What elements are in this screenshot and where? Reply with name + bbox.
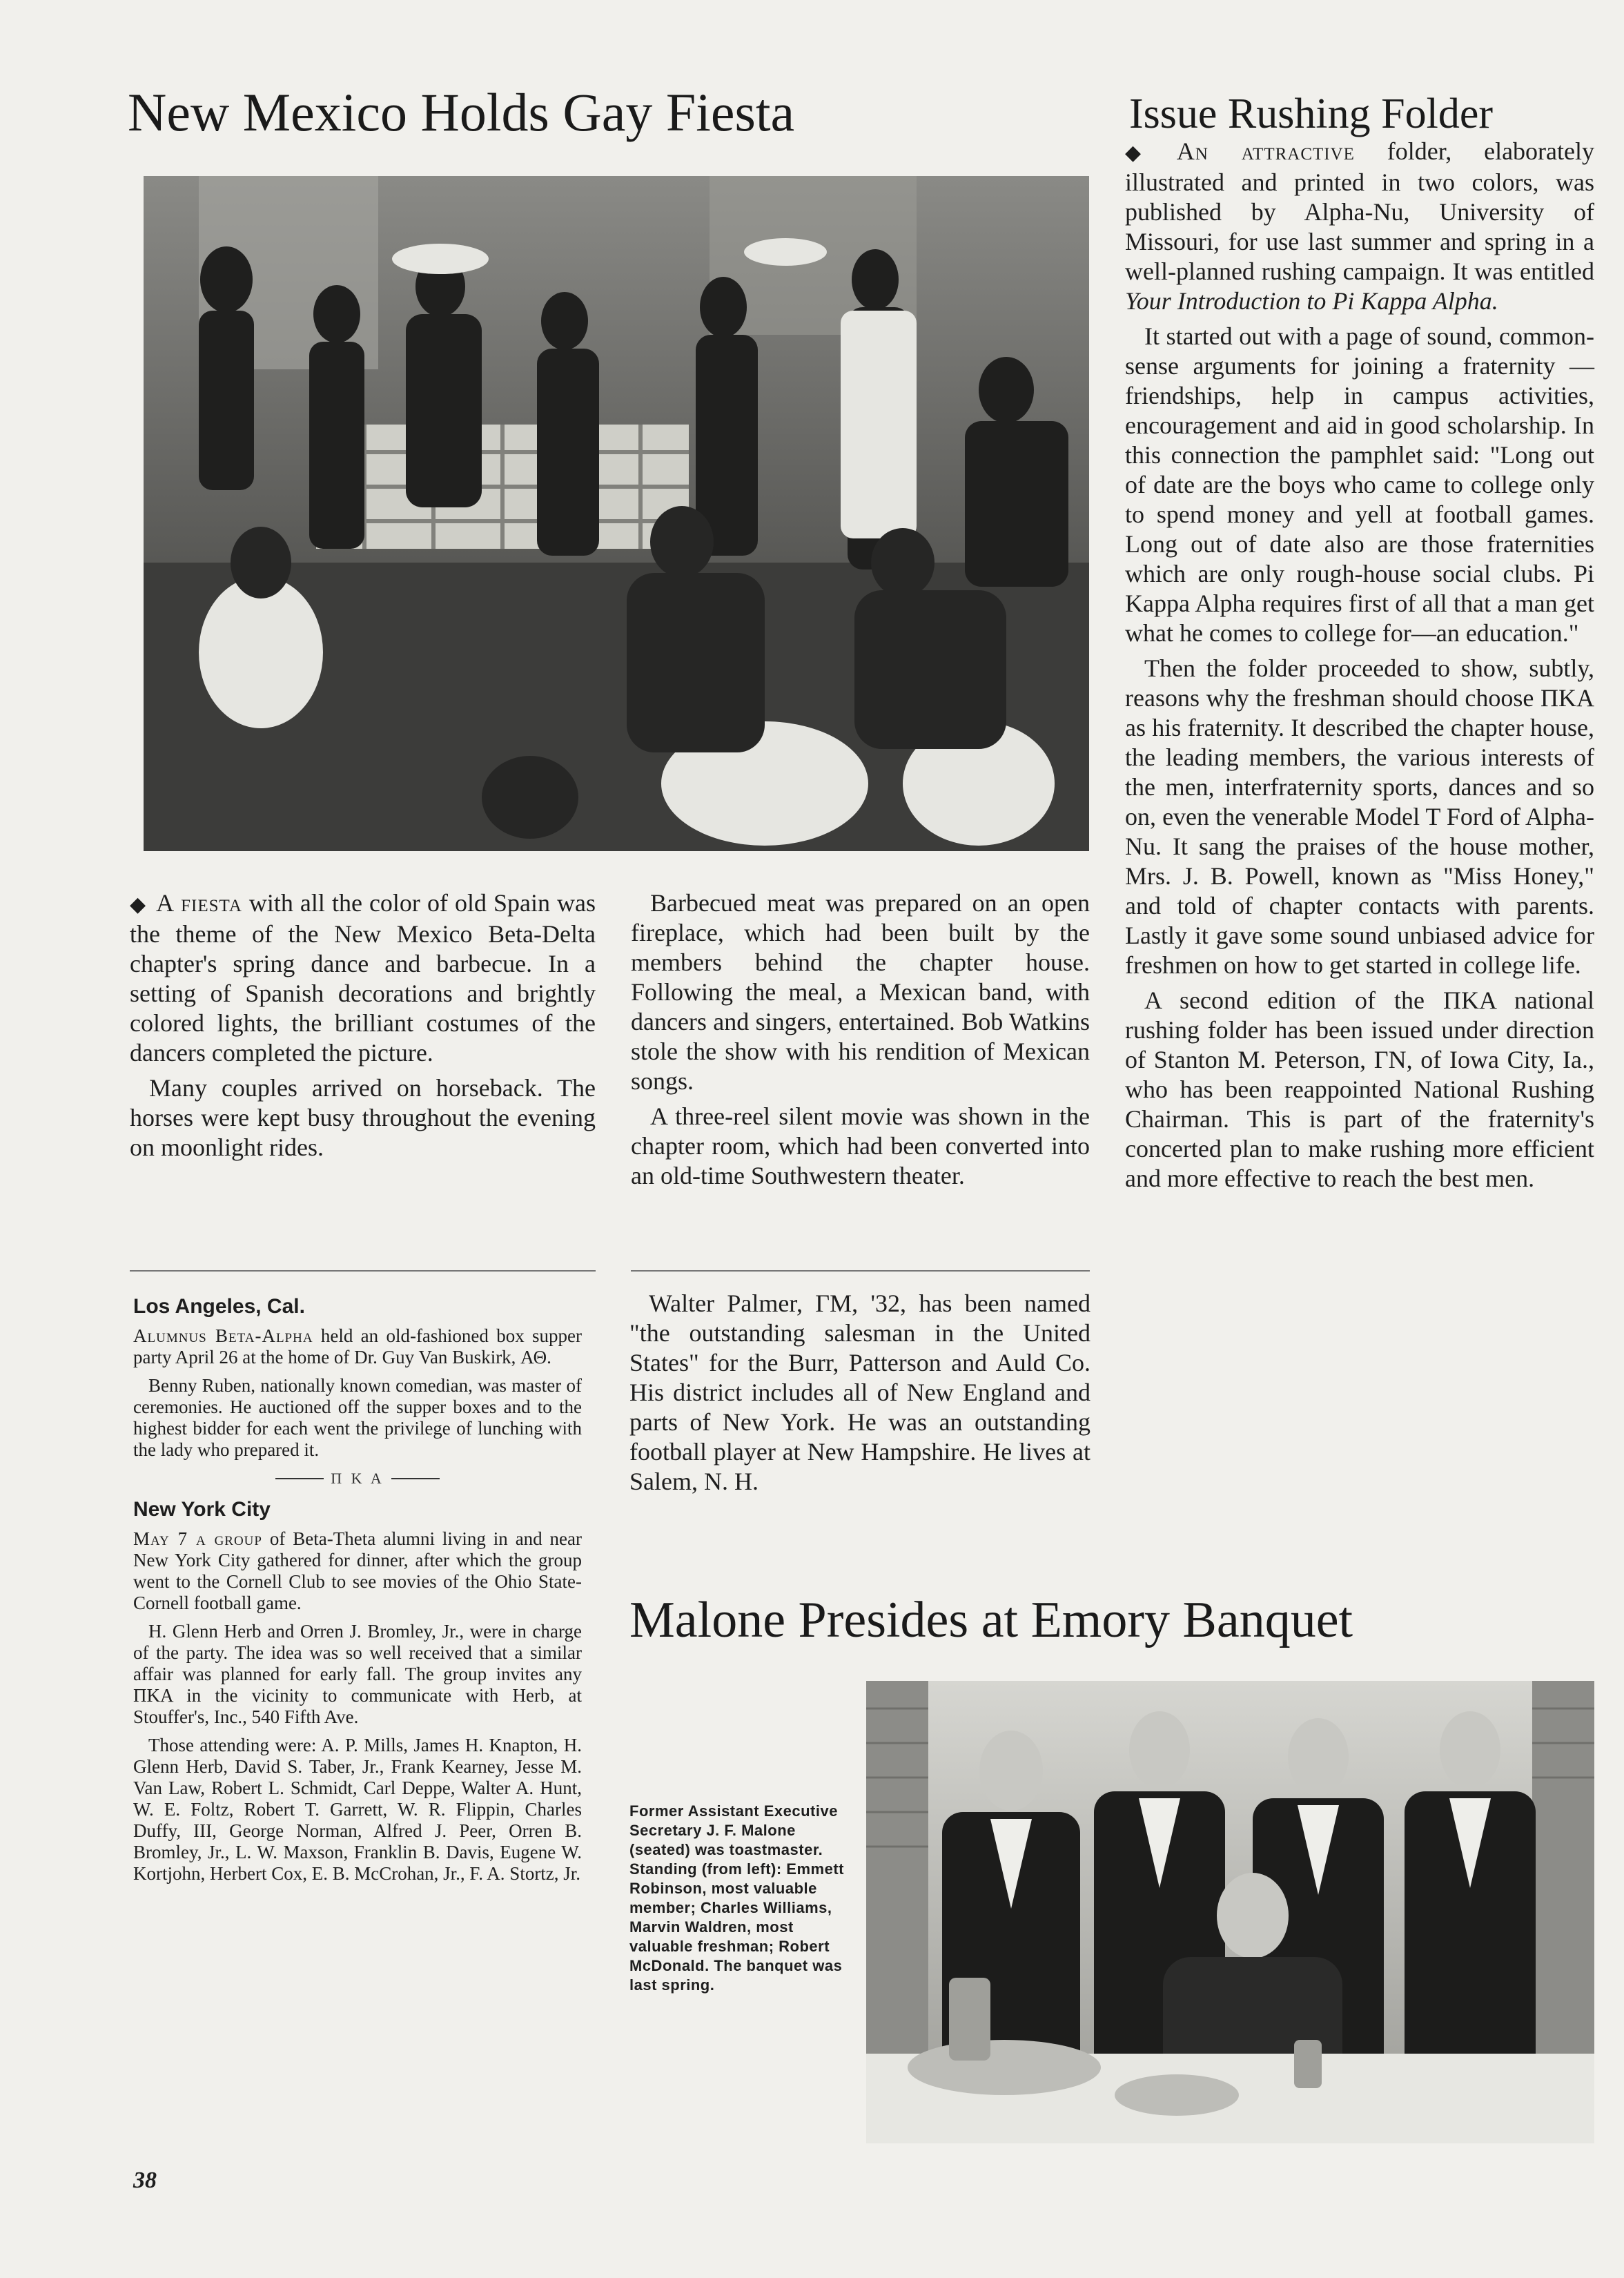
rushing-intro: An attractive: [1176, 137, 1355, 165]
fiesta-paragraph-4: A three-reel silent movie was shown in the chapter room, which had been converted into an old-time Southwestern theater.: [631, 1102, 1090, 1189]
los-angeles-paragraph-2: Benny Ruben, nationally known comedian, was master of ceremonies. He auctioned off the supper boxes and to the highest bidder for each went the privilege of lunching with the lady who prepared it.: [133, 1375, 582, 1460]
rushing-column: [1125, 137, 1594, 1199]
rushing-paragraph-1-text: folder, elaborately illustrated and printed in two colors, was published by Alpha-Nu, University of Missouri, for use last summer and spring in a well-planned rushing campaign. It was entitled: [1125, 137, 1595, 285]
separator-label: Π Κ Α: [331, 1470, 384, 1487]
los-angeles-paragraph-1-text: held an old-fashioned box supper party April 26 at the home of Dr. Guy Van Buskirk, ΑΘ.: [133, 1325, 582, 1367]
diamond-bullet-icon: ◆: [1125, 142, 1167, 164]
palmer-paragraph: Walter Palmer, ΓΜ, '32, has been named "the outstanding salesman in the United States" for the Burr, Patterson and Auld Co. His district includes all of New England and parts of New York. He was an outstanding football player at New Hampshire. He lives at Salem, N. H.: [629, 1289, 1090, 1495]
palmer-item: [629, 1289, 1090, 1502]
los-angeles-heading: Los Angeles, Cal.: [133, 1295, 305, 1318]
new-york-heading: New York City: [133, 1498, 271, 1521]
emory-photo-image: [866, 1681, 1594, 2143]
fiesta-paragraph-2: Many couples arrived on horseback. The horses were kept busy throughout the evening on moonlight rides.: [130, 1074, 596, 1161]
fiesta-paragraph-1: [130, 888, 596, 1068]
fiesta-paragraph-3: Barbecued meat was prepared on an open fireplace, which had been built by the members behind the chapter house. Following the meal, a Mexican band, with dancers and singers, entertained. Bob Watkins stole the show with his rendition of Mexican songs.: [631, 889, 1090, 1095]
rushing-paragraph-1: [1125, 137, 1594, 316]
los-angeles-paragraph-1: [133, 1325, 582, 1368]
chapter-news-column: [133, 1296, 582, 1891]
rushing-paragraph-4: A second edition of the ΠΚΑ national rushing folder has been issued under direction of Stanton M. Peterson, ΓΝ, of Iowa City, Ia., who has been reappointed National Rushing Chairman. This is part of the fraternity's concerted plan to make rushing more efficient and more effective to reach the best men.: [1125, 986, 1594, 1192]
rushing-headline: Issue Rushing Folder: [1129, 90, 1493, 137]
section-separator: [133, 1468, 582, 1489]
new-york-paragraph-2: H. Glenn Herb and Orren J. Bromley, Jr., were in charge of the party. The idea was so well received that a similar affair was planned for early fall. The group invites any ΠΚΑ in the vicinity to communicate with Herb, at Stouffer's, Inc., 540 Fifth Ave.: [133, 1621, 582, 1727]
new-york-intro: May 7 a group: [133, 1528, 262, 1549]
rushing-paragraph-2: It started out with a page of sound, common-sense arguments for joining a fraternity — friendships, help in campus activities, encouragement and aid in good scholarship. In this connection the pamphlet said: "Long out of date are the boys who came to college only to spend money and yell at football games. Long out of date also are those fraternities which are only rough-house social clubs. Pi Kappa Alpha requires first of all that a man get what he comes to college for—an education.": [1125, 322, 1594, 647]
los-angeles-intro: Alumnus Beta-Alpha: [133, 1325, 313, 1346]
separator-line-left: [275, 1478, 324, 1479]
page-number: 38: [133, 2168, 157, 2193]
emory-headline: Malone Presides at Emory Banquet: [629, 1592, 1353, 1648]
new-york-paragraph-1-text: of Beta-Theta alumni living in and near New York City gathered for dinner, after which the group went to the Cornell Club to see movies of the Ohio State-Cornell football game.: [133, 1528, 583, 1613]
rushing-paragraph-3: Then the folder proceeded to show, subtly, reasons why the freshman should choose ΠΚΑ as his fraternity. It described the chapter house, the leading members, the various interests of the men, interfraternity sports, dances and so on, even the venerable Model T Ford of Alpha-Nu. It sang the praises of the house mother, Mrs. J. B. Powell, known as "Miss Honey," and told of chapter contacts with parents. Lastly it gave some sound unbiased advice for freshmen on how to get started in college life.: [1125, 654, 1594, 979]
fiesta-photo: [144, 176, 1089, 851]
diamond-bullet-icon: ◆: [130, 893, 147, 916]
fiesta-intro: A fiesta: [156, 889, 242, 917]
separator-line-right: [391, 1478, 440, 1479]
fiesta-headline: New Mexico Holds Gay Fiesta: [128, 82, 795, 142]
emory-photo: [866, 1681, 1594, 2143]
new-york-paragraph-1: [133, 1528, 582, 1614]
fiesta-rule-right: [631, 1270, 1090, 1272]
rushing-folder-title: Your Introduction to Pi Kappa Alpha.: [1125, 287, 1498, 315]
fiesta-paragraph-1-text: with all the color of old Spain was the theme of the New Mexico Beta-Delta chapter's spring dance and barbecue. In a setting of Spanish decorations and brightly colored lights, the brilliant costumes of the dancers completed the picture.: [130, 889, 596, 1067]
emory-caption: Former Assistant Executive Secretary J. F. Malone (seated) was toastmaster. Standing (from left): Emmett Robinson, most valuable member; Charles Williams, Marvin Waldren, most valuable freshman; Robert McDonald. The banquet was last spring.: [629, 1802, 844, 1994]
new-york-paragraph-3: Those attending were: A. P. Mills, James H. Knapton, H. Glenn Herb, David S. Taber, Jr., Frank Kearney, Jesse M. Van Law, Robert L. Schmidt, Carl Deppe, Walter A. Hunt, W. E. Foltz, Robert T. Garrett, W. R. Flippin, Charles Duffy, III, George Norman, Alfred J. Peer, Orren B. Bromley, Jr., L. W. Maxson, Franklin B. Davis, Eugene W. Kortjohn, Herbert Cox, E. B. McCrohan, Jr., F. A. Stortz, Jr.: [133, 1735, 582, 1884]
fiesta-photo-image: [144, 176, 1089, 851]
fiesta-rule-left: [130, 1270, 596, 1272]
fiesta-column-1: [130, 888, 596, 1168]
fiesta-column-2: [631, 888, 1090, 1196]
